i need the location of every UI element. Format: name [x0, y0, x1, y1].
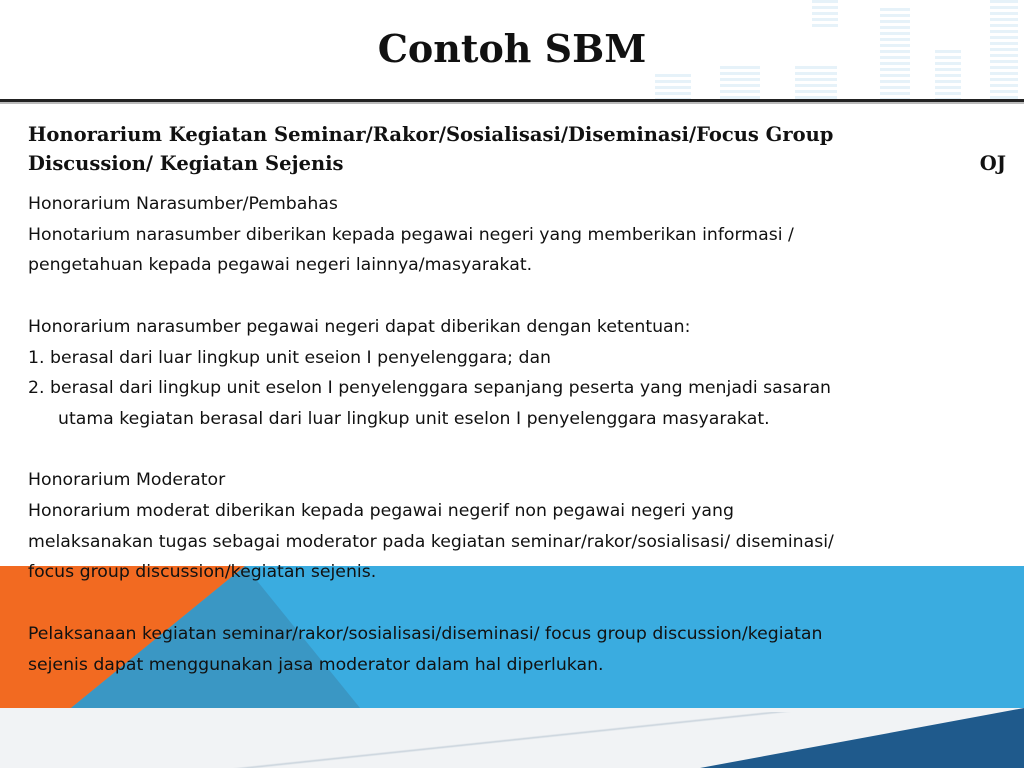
slide-body — [28, 189, 1008, 680]
moderator-description: melaksanakan tugas sebagai moderator pada kegiatan seminar/rakor/sosialisasi/ diseminasi/ — [28, 531, 834, 552]
section-tag: OJ — [979, 152, 1006, 175]
moderator-note: Pelaksanaan kegiatan seminar/rakor/sosialisasi/diseminasi/ focus group discussion/kegiatan — [28, 623, 823, 644]
list-item: 2. berasal dari lingkup unit eselon I penyelenggara sepanjang peserta yang menjadi sasaran — [28, 378, 832, 399]
spacer — [28, 281, 1008, 312]
section-heading-row — [28, 149, 1008, 178]
list-item-continuation: utama kegiatan berasal dari luar lingkup unit eselon I penyelenggara masyarakat. — [58, 408, 770, 429]
header-divider-shadow — [0, 102, 1024, 104]
spacer — [28, 435, 1008, 466]
section-heading — [28, 120, 1008, 178]
moderator-note: sejenis dapat menggunakan jasa moderator dalam hal diperlukan. — [28, 654, 604, 675]
slide-title: Contoh SBM — [377, 26, 647, 71]
narasumber-description: pengetahuan kepada pegawai negeri lainnya/masyarakat. — [28, 255, 533, 276]
decorative-bar — [720, 66, 760, 100]
moderator-heading: Honorarium Moderator — [28, 470, 226, 491]
list-item: 1. berasal dari luar lingkup unit eseion I penyelenggara; dan — [28, 347, 551, 368]
narasumber-description: Honotarium narasumber diberikan kepada pegawai negeri yang memberikan informasi / — [28, 224, 794, 245]
spacer — [28, 588, 1008, 619]
moderator-description: Honorarium moderat diberikan kepada pegawai negerif non pegawai negeri yang — [28, 501, 734, 521]
section-heading-line: Discussion/ Kegiatan Sejenis — [28, 152, 344, 175]
narasumber-heading: Honorarium Narasumber/Pembahas — [28, 194, 338, 214]
moderator-description: focus group discussion/kegiatan sejenis. — [28, 562, 377, 583]
narasumber-conditions-intro: Honorarium narasumber pegawai negeri dapat diberikan dengan ketentuan: — [28, 316, 691, 337]
decorative-bar — [655, 74, 691, 100]
section-heading-line: Honorarium Kegiatan Seminar/Rakor/Sosialisasi/Diseminasi/Focus Group — [28, 123, 834, 146]
decorative-bar — [795, 66, 837, 100]
